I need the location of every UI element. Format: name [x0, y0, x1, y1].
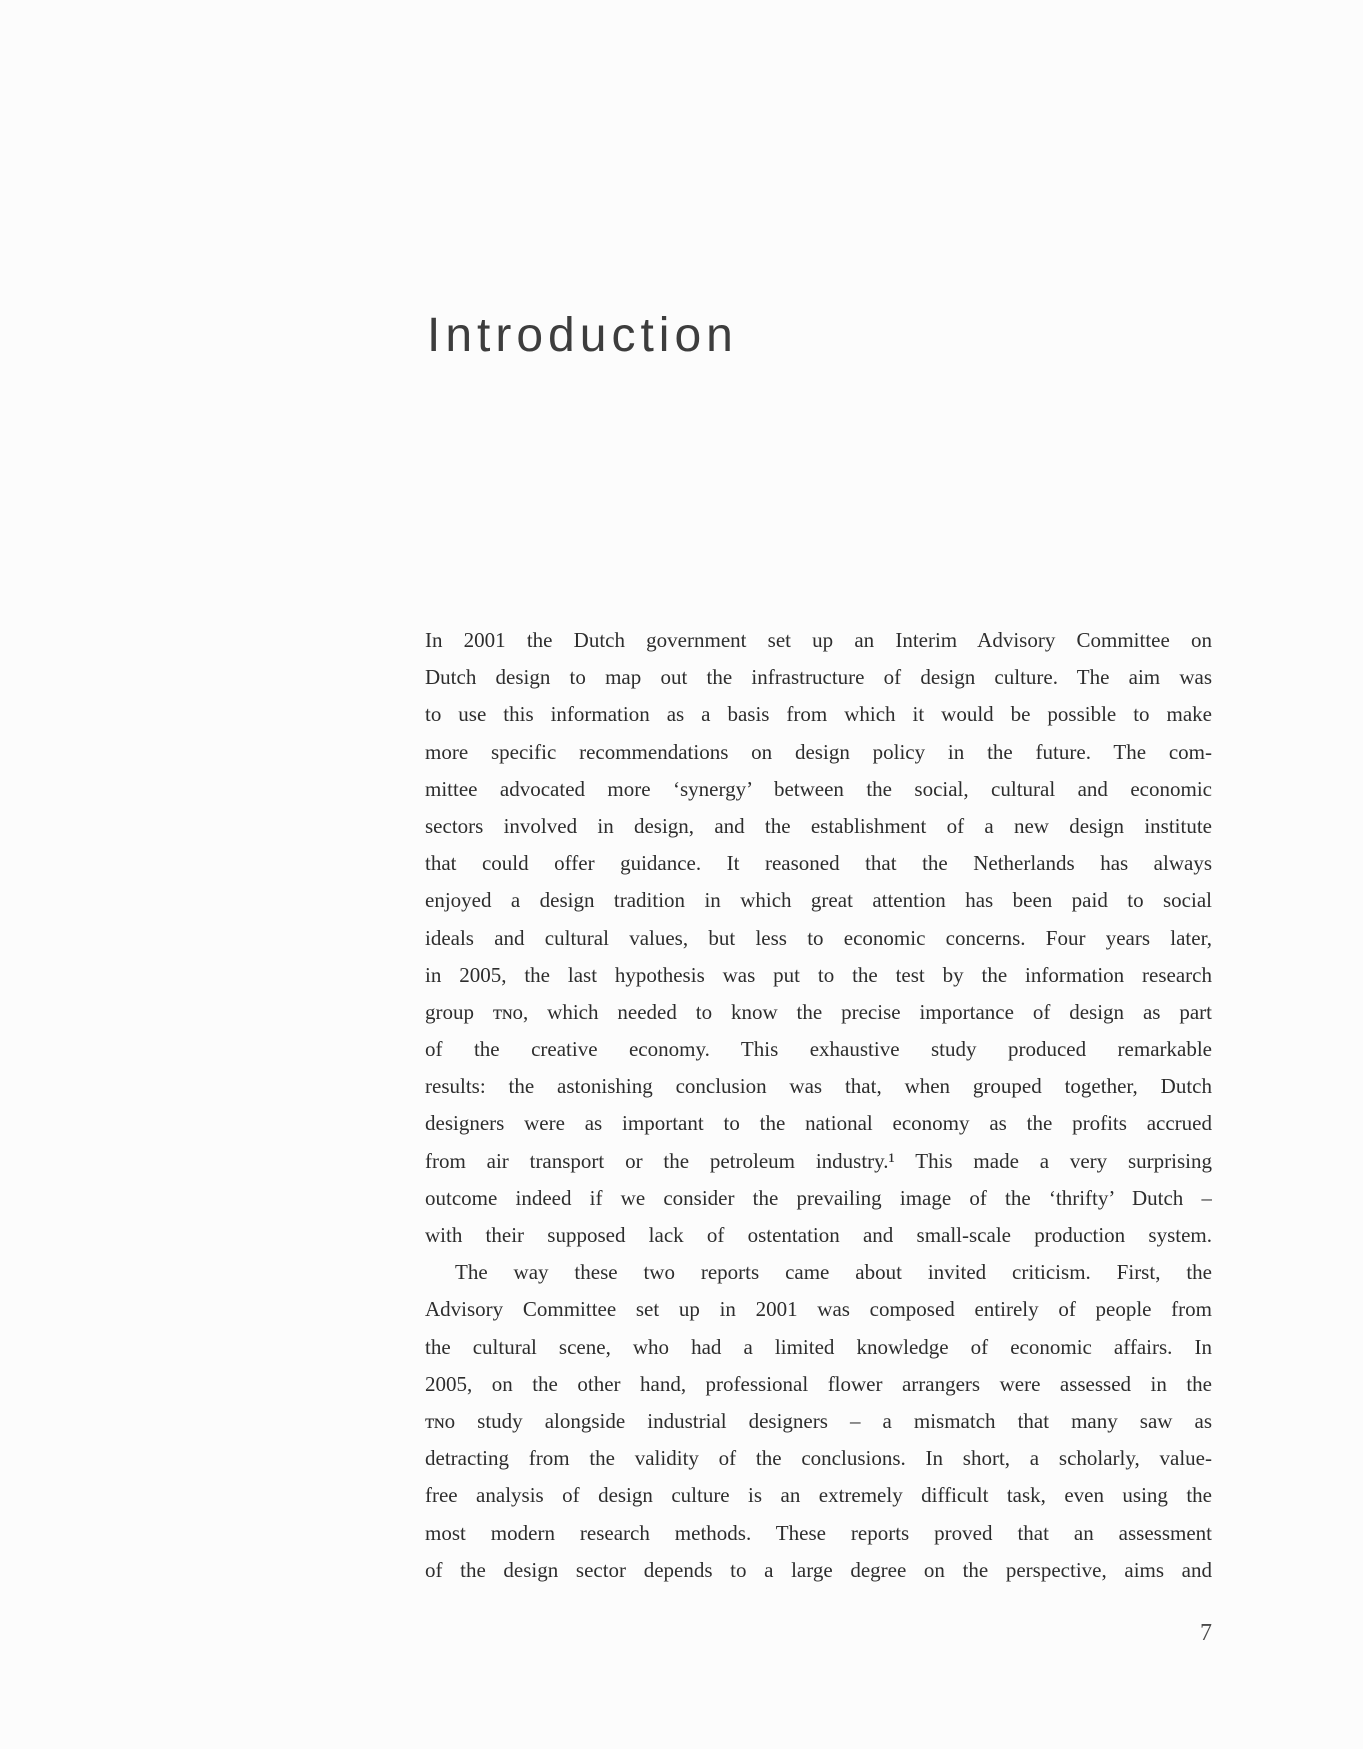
text-line: sectors involved in design, and the establishment of a new design institute: [425, 813, 1212, 838]
text-line: with their supposed lack of ostentation and small-scale production system.: [425, 1223, 1212, 1247]
text-line: Dutch design to map out the infrastructure of design culture. The aim was: [425, 665, 1212, 690]
text-line: of the design sector depends to a large degree on the perspective, aims and: [425, 1557, 1212, 1582]
text-line: enjoyed a design tradition in which great attention has been paid to social: [425, 888, 1212, 913]
text-line: group ᴛɴᴏ, which needed to know the precise importance of design as part: [425, 999, 1212, 1024]
text-line: results: the astonishing conclusion was that, when grouped together, Dutch: [425, 1074, 1212, 1099]
text-line: of the creative economy. This exhaustive study produced remarkable: [425, 1037, 1212, 1062]
chapter-title: Introduction: [427, 309, 738, 362]
text-line: to use this information as a basis from which it would be possible to make: [425, 702, 1212, 727]
text-line: Advisory Committee set up in 2001 was composed entirely of people from: [425, 1297, 1212, 1322]
text-line: The way these two reports came about invited criticism. First, the: [455, 1260, 1212, 1285]
text-line: designers were as important to the national economy as the profits accrued: [425, 1111, 1212, 1136]
text-line: in 2005, the last hypothesis was put to the test by the information research: [425, 962, 1212, 987]
text-line: 2005, on the other hand, professional flower arrangers were assessed in the: [425, 1371, 1212, 1396]
paragraph: [425, 622, 1212, 1254]
text-line: In 2001 the Dutch government set up an Interim Advisory Committee on: [425, 628, 1212, 652]
text-line: most modern research methods. These reports proved that an assessment: [425, 1520, 1212, 1545]
text-line: ideals and cultural values, but less to economic concerns. Four years later,: [425, 925, 1212, 950]
paragraph: [425, 1254, 1212, 1589]
body-text: [425, 622, 1212, 1589]
text-line: mittee advocated more ‘synergy’ between the social, cultural and economic: [425, 776, 1212, 801]
text-line: that could offer guidance. It reasoned that the Netherlands has always: [425, 851, 1212, 876]
text-line: more specific recommendations on design policy in the future. The com-: [425, 739, 1212, 764]
text-line: from air transport or the petroleum industry.¹ This made a very surprising: [425, 1148, 1212, 1173]
page-number: 7: [1200, 1620, 1212, 1646]
text-line: free analysis of design culture is an extremely difficult task, even using the: [425, 1483, 1212, 1508]
text-line: outcome indeed if we consider the prevailing image of the ‘thrifty’ Dutch –: [425, 1185, 1212, 1210]
text-line: the cultural scene, who had a limited knowledge of economic affairs. In: [425, 1334, 1212, 1359]
text-line: ᴛɴᴏ study alongside industrial designers – a mismatch that many saw as: [425, 1408, 1212, 1433]
text-line: detracting from the validity of the conclusions. In short, a scholarly, value-: [425, 1446, 1212, 1471]
